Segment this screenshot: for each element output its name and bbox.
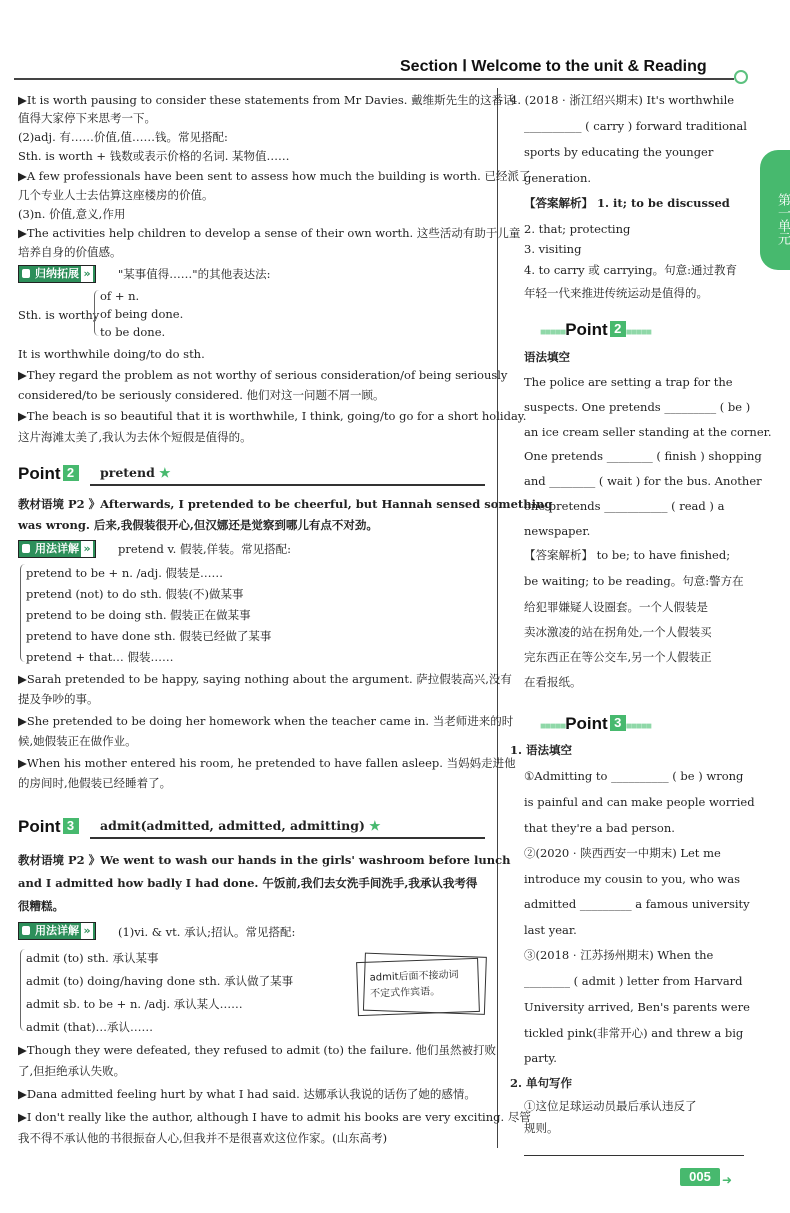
example-line: 提及争吵的事。 [18,692,99,706]
worthy-item: to be done. [100,325,166,339]
example-line: ▶Dana admitted feeling hurt by what I had said. 达娜承认我说的话伤了她的感情。 [18,1087,476,1101]
usage-tag: 用法详解 » [18,540,96,558]
worthy-prefix: Sth. is worthy [18,308,100,322]
text-line: ①Admitting to __________ ( be ) wrong [524,769,744,783]
point-heading [18,817,79,837]
note-card [356,958,480,1016]
text-line: __________ ( carry ) forward traditional [524,119,747,133]
point-number: 2 [610,321,626,337]
text-line: It is worthwhile doing/to do sth. [18,347,205,361]
text-line: ②(2020 · 陕西西安一中期末) Let me [524,846,721,860]
text-line: ▶The activities help children to develop a sense of their own worth. 这些活动有助于儿童 [18,226,521,240]
exercise-title: 1. 语法填空 [510,743,573,757]
answer-line: 完东西正在等公交车,另一个人假装正 [524,650,712,664]
worthy-item: of + n. [100,289,140,303]
answer-blank[interactable] [524,1155,744,1156]
answer-line: 年轻一代来推进传统运动是值得的。 [524,286,708,300]
example-line: ▶Sarah pretended to be happy, saying nothing about the argument. 萨拉假装高兴,没有 [18,672,512,686]
text-line: One pretends ________ ( finish ) shopping [524,449,762,463]
star-icon: ★ [159,465,171,480]
example-line: ▶When his mother entered his room, he pretended to have fallen asleep. 当妈妈走进他 [18,756,516,770]
text-line: 规则。 [524,1121,559,1135]
text-line: 培养自身的价值感。 [18,245,122,259]
usage-item: pretend + that… 假装…… [26,650,174,664]
text-line: introduce my cousin to you, who was [524,872,741,886]
text-line: newspaper. [524,524,591,538]
tag-description: "某事值得……"的其他表达法: [118,267,271,281]
header-dot-icon [734,70,748,84]
example-line: 候,她假装正在做作业。 [18,734,137,748]
text-line: ▶The beach is so beautiful that it is worthwhile, I think, going/to go for a short holiday. [18,409,527,423]
text-line: 几个专业人士去估算这座楼房的价值。 [18,188,214,202]
usage-item: admit (to) sth. 承认某事 [26,951,159,965]
example-line: ▶I don't really like the author, although I have to admit his books are very exciting. 尽管 [18,1110,531,1124]
page-number: 005 [680,1168,720,1186]
text-line: generation. [524,171,592,185]
text-line: last year. [524,923,577,937]
note-line: admit后面不接动词 [369,969,459,984]
text-line: ▶It is worth pausing to consider these statements from Mr Davies. 戴维斯先生的这番话 [18,93,515,107]
text-line: ▶A few professionals have been sent to assess how much the building is worth. 已经派了 [18,169,531,183]
divider-dashes: ■■■■■ [625,721,651,732]
usage-item: pretend to have done sth. 假装已经做了某事 [26,629,272,643]
point-word: admit(admitted, admitted, admitting) ★ [100,818,381,833]
text-line: sports by educating the younger [524,145,714,159]
text-line: Sth. is worth + 钱数或表示价格的名词. 某物值…… [18,149,290,163]
context-line: 教材语境 P2 》We went to wash our hands in the girls' washroom before lunch [18,853,511,867]
answer-line: 【答案解析】 1. it; to be discussed [524,196,730,210]
example-line: ▶Though they were defeated, they refused to admit (to) the failure. 他们虽然被打败 [18,1043,497,1057]
usage-item: admit (to) doing/having done sth. 承认做了某事 [26,974,294,988]
unit-side-tab[interactable]: 第一单元 [760,150,790,270]
note-line: 不定式作宾语。 [370,986,441,1000]
example-line: 我不得不承认他的书很振奋人心,但我并不是很喜欢这位作家。(山东高考) [18,1131,388,1145]
usage-item: pretend (not) to do sth. 假装(不)做某事 [26,587,244,601]
answer-line: 2. that; protecting [524,222,631,236]
text-line: ③(2018 · 江苏扬州期末) When the [524,948,714,962]
answer-line: 卖冰激凌的站在拐角处,一个人假装买 [524,625,712,639]
summary-tag: 归纳拓展 » [18,265,96,283]
text-line: and ________ ( wait ) for the bus. Another [524,474,762,488]
answer-line: 给犯罪嫌疑人设圈套。一个人假装是 [524,600,708,614]
usage-item: pretend to be + n. /adj. 假装是…… [26,566,224,580]
exercise-title: 语法填空 [524,350,570,364]
divider-dashes: ■■■■■ [540,327,566,338]
answer-line: 3. visiting [524,242,582,256]
column-divider [497,88,498,1148]
point-heading: ■■■■■Point 3■■■■■ [540,714,651,733]
star-icon: ★ [369,818,381,833]
example-line: 了,但拒绝承认失败。 [18,1064,126,1078]
text-line: is painful and can make people worried [524,795,755,809]
context-line: and I admitted how badly I had done. 午饭前,我们去女洗手间洗手,我承认我考得 [18,876,478,890]
text-line: 这片海滩太美了,我认为去休个短假是值得的。 [18,430,252,444]
point-heading [18,464,79,484]
text-line: considered/to be seriously considered. 他们对这一问题不屑一顾。 [18,388,385,402]
usage-item: admit (that)…承认…… [26,1020,154,1034]
divider-dashes: ■■■■■ [625,327,651,338]
context-line: 教材语境 P2 》Afterwards, I pretended to be cheerful, but Hannah sensed something [18,497,553,511]
text-line: ▶They regard the problem as not worthy of serious consideration/of being seriously [18,368,508,382]
section-title: Section Ⅰ Welcome to the unit & Reading [400,58,707,75]
text-line: one pretends ___________ ( read ) a [524,499,725,513]
point-number: 3 [63,818,79,834]
header-rule [14,78,734,80]
answer-line: 4. to carry 或 carrying。句意:通过教育 [524,263,738,277]
worthy-item: of being done. [100,307,184,321]
example-line: 的房间时,他假装已经睡着了。 [18,776,172,790]
point-label: Point [18,817,61,836]
divider-dashes: ■■■■■ [540,721,566,732]
text-line: (2)adj. 有……价值,值……钱。常见搭配: [18,130,228,144]
point-number: 2 [63,465,79,481]
text-line: 4. (2018 · 浙江绍兴期末) It's worthwhile [510,93,735,107]
exercise-title: 2. 单句写作 [510,1076,573,1090]
context-line: was wrong. 后来,我假装很开心,但汉娜还是觉察到哪儿有点不对劲。 [18,518,378,532]
answer-line: be waiting; to be reading。句意:警方在 [524,574,744,588]
usage-tag: 用法详解 » [18,922,96,940]
text-line: (3)n. 价值,意义,作用 [18,207,126,221]
example-line: ▶She pretended to be doing her homework when the teacher came in. 当老师进来的时 [18,714,514,728]
point-number: 3 [610,715,626,731]
text-line: suspects. One pretends _________ ( be ) [524,400,751,414]
point-heading: ■■■■■Point 2■■■■■ [540,320,651,339]
text-line: 值得大家停下来思考一下。 [18,111,156,125]
text-line: The police are setting a trap for the [524,375,733,389]
text-line: tickled pink(非常开心) and threw a big [524,1026,744,1040]
point-label: Point [18,464,61,483]
tag-description: (1)vi. & vt. 承认;招认。常见搭配: [118,925,296,939]
text-line: ________ ( admit ) letter from Harvard [524,974,743,988]
text-line: party. [524,1051,557,1065]
text-line: ①这位足球运动员最后承认违反了 [524,1099,697,1113]
answer-line: 【答案解析】 to be; to have finished; [524,548,731,562]
usage-item: pretend to be doing sth. 假装正在做某事 [26,608,251,622]
point-word: pretend ★ [100,465,171,480]
text-line: that they're a bad person. [524,821,675,835]
text-line: admitted _________ a famous university [524,897,750,911]
text-line: an ice cream seller standing at the corner. [524,425,772,439]
answer-line: 在看报纸。 [524,675,582,689]
text-line: University arrived, Ben's parents were [524,1000,750,1014]
usage-item: admit sb. to be + n. /adj. 承认某人…… [26,997,243,1011]
arrow-icon: ➜ [722,1173,733,1187]
tag-description: pretend v. 假装,佯装。常见搭配: [118,542,291,556]
context-line: 很糟糕。 [18,899,64,913]
